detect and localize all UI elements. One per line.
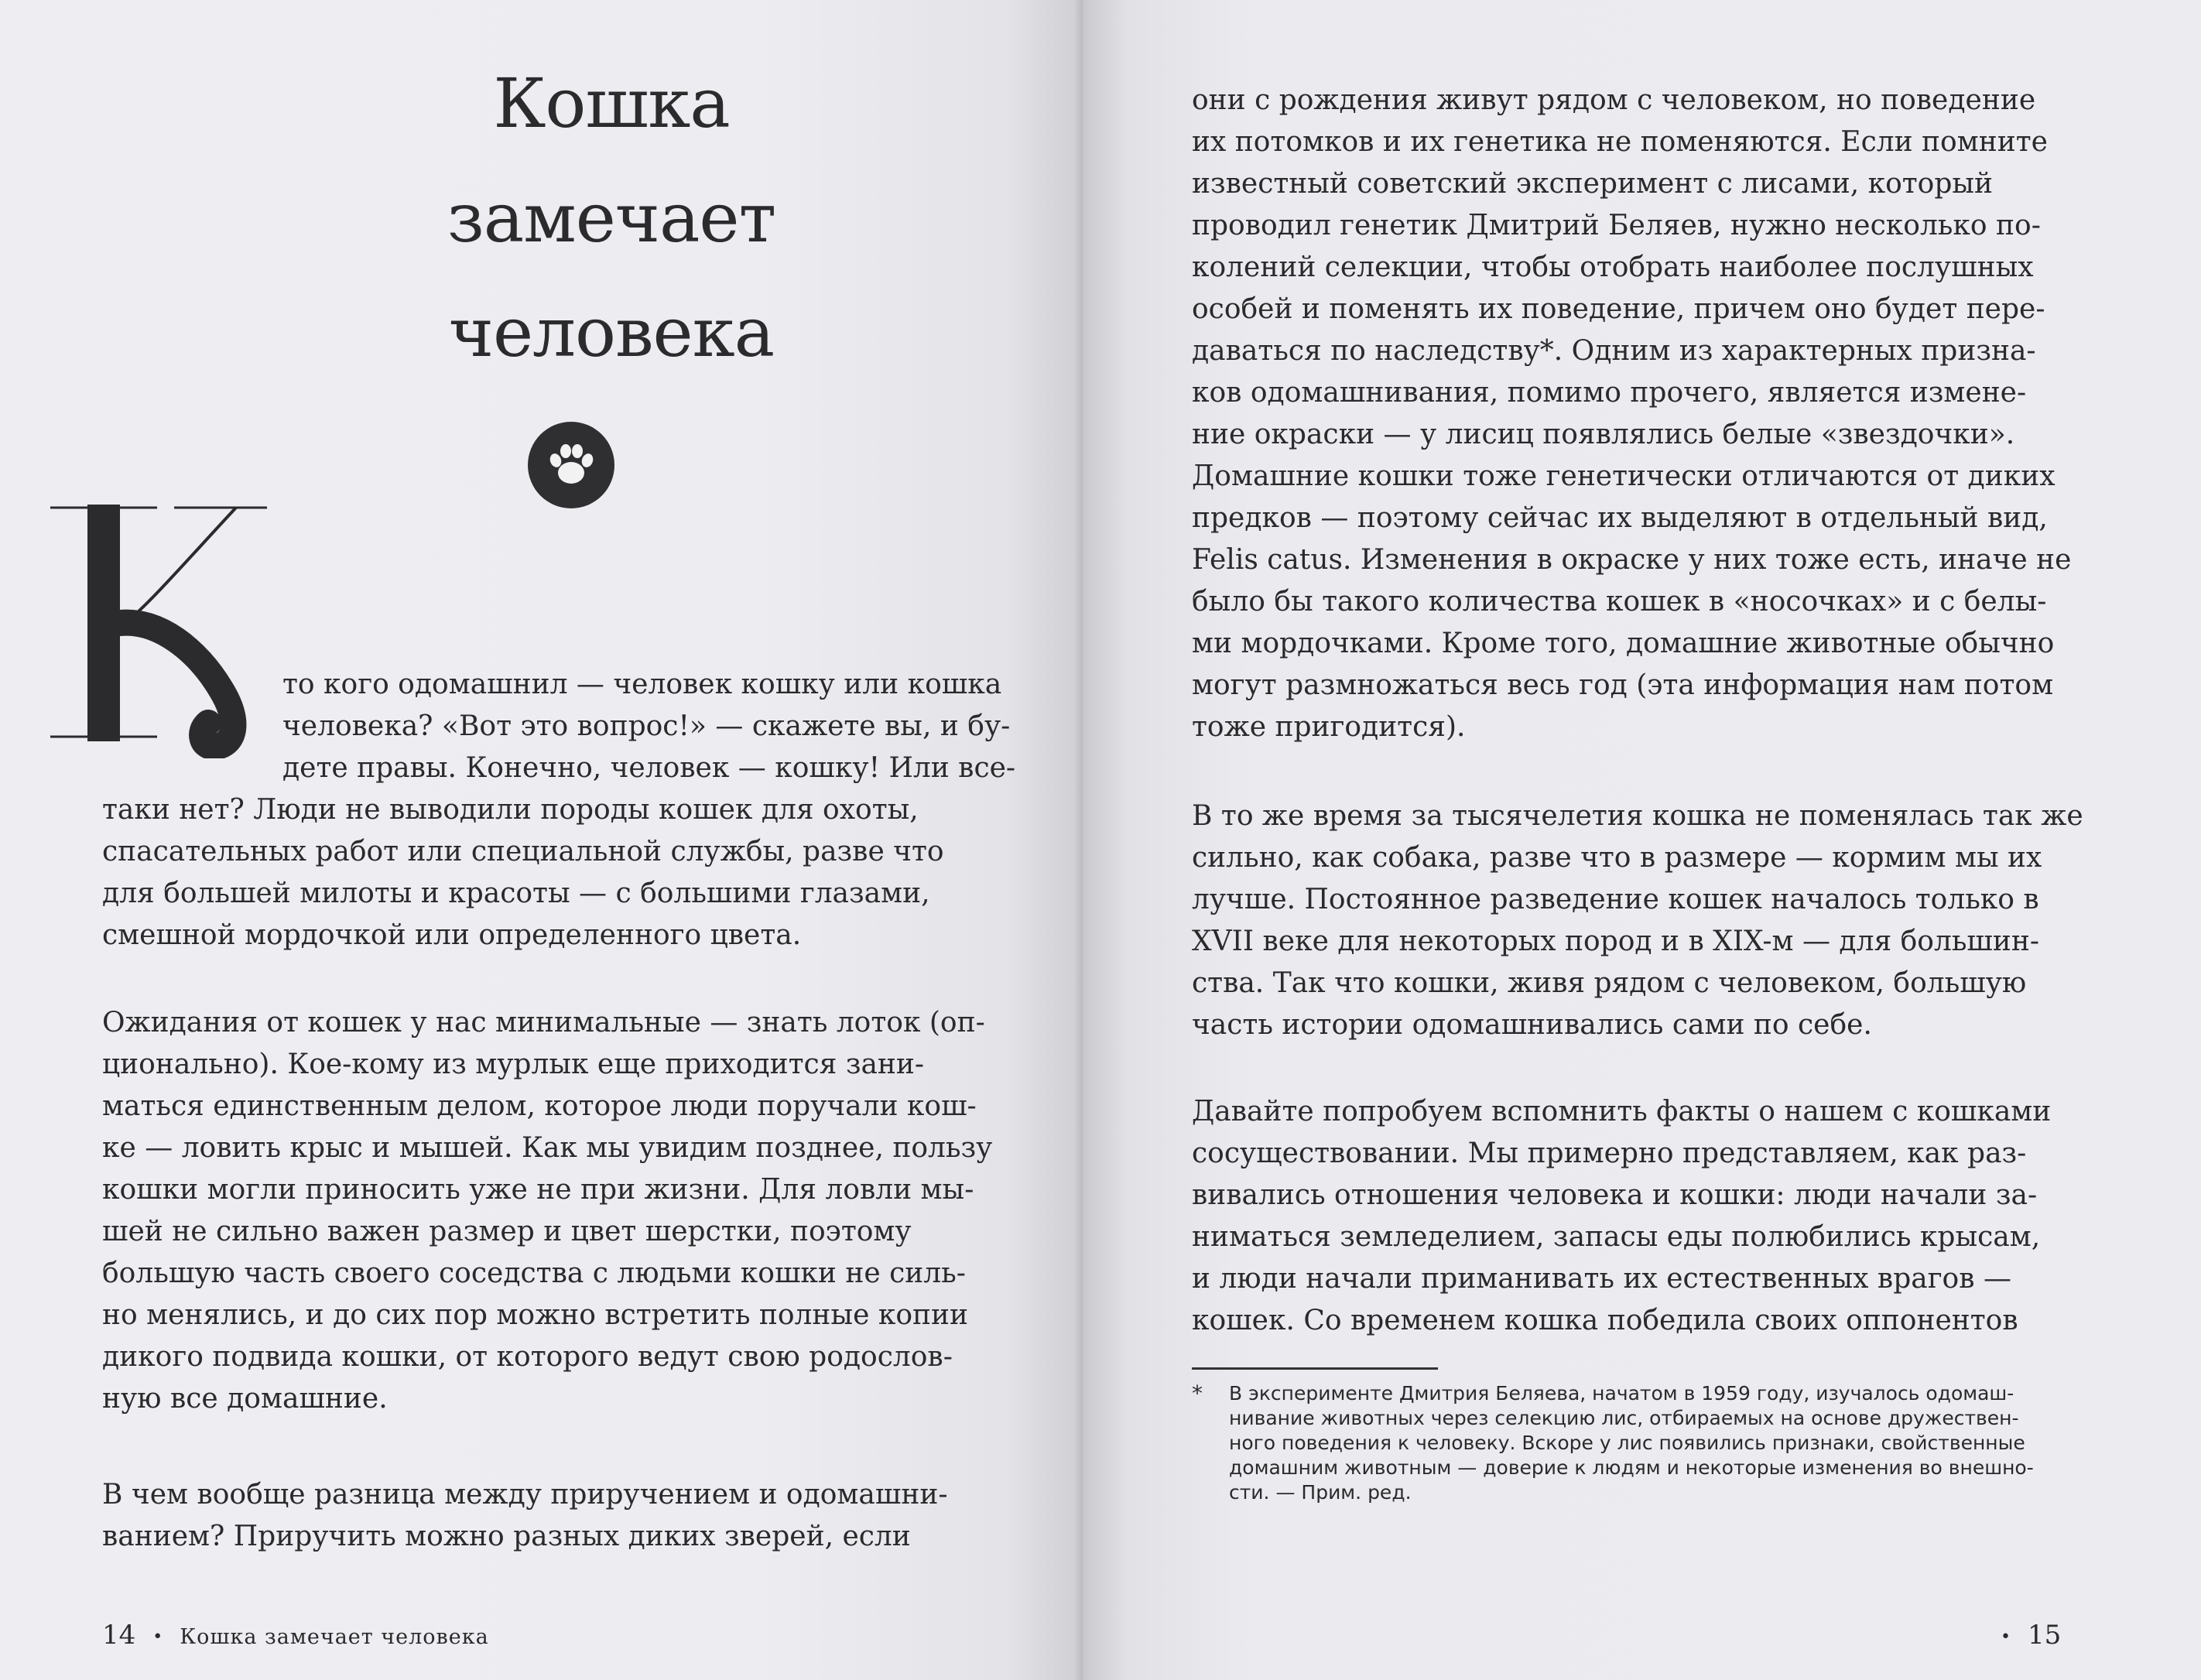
- text-line: спасательных работ или специальной службы, разве что: [102, 836, 944, 867]
- folio-separator: •: [152, 1627, 163, 1647]
- left-page: [0, 0, 1080, 1680]
- text-line: для большей милоты и красоты — с большими глазами,: [102, 878, 930, 909]
- footnote-line: ного поведения к человеку. Вскоре у лис появились признаки, свойственные: [1229, 1432, 2025, 1454]
- text-line: ства. Так что кошки, живя рядом с человеком, большую: [1192, 967, 2027, 999]
- text-line: маться единственным делом, которое люди поручали кош-: [102, 1090, 977, 1122]
- text-line: но менялись, и до сих пор можно встретить полные копии: [102, 1299, 968, 1331]
- text-line: В то же время за тысячелетия кошка не поменялась так же: [1192, 800, 2083, 832]
- text-line: ванием? Приручить можно разных диких зверей, если: [102, 1521, 911, 1552]
- text-line: ную все домашние.: [102, 1383, 388, 1415]
- text-line: Давайте попробуем вспомнить факты о нашем с кошками: [1192, 1096, 2052, 1127]
- text-line: ние окраски — у лисиц появлялись белые «звездочки».: [1192, 419, 2015, 450]
- title-line: замечает: [447, 178, 776, 258]
- footnote-line: сти. — Прим. ред.: [1229, 1481, 1412, 1504]
- page-number: 14: [102, 1620, 136, 1651]
- text-line: часть истории одомашнивались сами по себе.: [1192, 1009, 1872, 1041]
- text-line: ционально). Кое-кому из мурлык еще приходится зани-: [102, 1049, 925, 1080]
- text-line: ми мордочками. Кроме того, домашние животные обычно: [1192, 628, 2055, 659]
- text-line: колений селекции, чтобы отобрать наиболее послушных: [1192, 251, 2034, 283]
- text-line: сильно, как собака, разве что в размере — кормим мы их: [1192, 842, 2042, 874]
- text-line: они с рождения живут рядом с человеком, но поведение: [1192, 84, 2036, 116]
- title-line: Кошка: [493, 63, 730, 143]
- text-line: было бы такого количества кошек в «носочках» и с белы-: [1192, 586, 2047, 618]
- text-line: даваться по наследству*. Одним из характерных призна-: [1192, 335, 2036, 367]
- first-paragraph: [1192, 80, 2151, 748]
- first-paragraph-beside-cap: [282, 664, 1018, 789]
- footnote-line: нивание животных через селекцию лис, отбираемых на основе дружествен-: [1229, 1407, 2019, 1429]
- title-line: человека: [448, 293, 775, 372]
- footnote-line: В эксперименте Дмитрия Беляева, начатом в 1959 году, изучалось одомаш-: [1229, 1382, 2014, 1405]
- text-line: вивались отношения человека и кошки: люди начали за-: [1192, 1179, 2038, 1211]
- first-paragraph-continued: [102, 789, 1015, 956]
- footnote-line: домашним животным — доверие к людям и некоторые изменения во внешно-: [1229, 1456, 2034, 1479]
- text-line: лучше. Постоянное разведение кошек началось только в: [1192, 884, 2039, 915]
- second-paragraph: [102, 1002, 1015, 1420]
- paw-icon: [528, 422, 614, 508]
- right-page: [1083, 0, 2201, 1680]
- text-line: ков одомашнивания, помимо прочего, является измене-: [1192, 377, 2027, 409]
- chapter-title: [364, 46, 859, 390]
- text-line: В чем вообще разница между приручением и одомашни-: [102, 1479, 948, 1511]
- text-line: ке — ловить крыс и мышей. Как мы увидим позднее, пользу: [102, 1132, 993, 1164]
- drop-cap: [43, 495, 275, 758]
- text-line: кошек. Со временем кошка победила своих оппонентов: [1192, 1305, 2018, 1336]
- footnote-body: [1229, 1381, 2127, 1505]
- left-folio: [102, 1620, 489, 1651]
- text-line: таки нет? Люди не выводили породы кошек для охоты,: [102, 794, 919, 826]
- footnote-rule: [1192, 1367, 1438, 1370]
- third-paragraph: [1192, 1091, 2151, 1342]
- text-line: то кого одомашнил — человек кошку или кошка: [282, 669, 1002, 700]
- text-line: ниматься земледелием, запасы еды полюбились крысам,: [1192, 1221, 2041, 1253]
- text-line: известный советский эксперимент с лисами, который: [1192, 168, 1994, 200]
- text-line: тоже пригодится).: [1192, 711, 1466, 743]
- page-number: 15: [2027, 1620, 2062, 1651]
- text-line: дикого подвида кошки, от которого ведут свою родослов-: [102, 1341, 953, 1373]
- text-line: XVII веке для некоторых пород и в XIX-м — для большин-: [1192, 926, 2040, 957]
- text-line: Домашние кошки тоже генетически отличаются от диких: [1192, 460, 2056, 492]
- text-line: Ожидания от кошек у нас минимальные — знать лоток (оп-: [102, 1007, 985, 1038]
- running-head: Кошка замечает человека: [180, 1625, 489, 1649]
- second-paragraph: [1192, 796, 2151, 1046]
- text-line: особей и поменять их поведение, причем оно будет пере-: [1192, 293, 2045, 325]
- text-line: большую часть своего соседства с людьми кошки не силь-: [102, 1257, 966, 1289]
- text-line: могут размножаться весь год (эта информация нам потом: [1192, 669, 2054, 701]
- folio-separator: •: [2001, 1627, 2011, 1647]
- text-line: проводил генетик Дмитрий Беляев, нужно несколько по-: [1192, 210, 2041, 241]
- footnote-marker: *: [1192, 1381, 1203, 1406]
- text-line: и люди начали приманивать их естественных врагов —: [1192, 1263, 2011, 1295]
- third-paragraph: [102, 1474, 1015, 1558]
- text-line: их потомков и их генетика не поменяются. Если помните: [1192, 126, 2048, 158]
- text-line: предков — поэтому сейчас их выделяют в отдельный вид,: [1192, 502, 2048, 534]
- right-folio: [2001, 1620, 2061, 1651]
- text-line: сосуществовании. Мы примерно представляем, как раз-: [1192, 1138, 2027, 1169]
- text-line: шей не сильно важен размер и цвет шерстки, поэтому: [102, 1216, 912, 1247]
- text-line: человека? «Вот это вопрос!» — скажете вы, и бу-: [282, 710, 1011, 742]
- text-line: дете правы. Конечно, человек — кошку! Или все-: [282, 752, 1016, 784]
- text-line: кошки могли приносить уже не при жизни. Для ловли мы-: [102, 1174, 974, 1206]
- text-line: Felis catus. Изменения в окраске у них тоже есть, иначе не: [1192, 544, 2072, 576]
- text-line: смешной мордочкой или определенного цвета.: [102, 919, 802, 951]
